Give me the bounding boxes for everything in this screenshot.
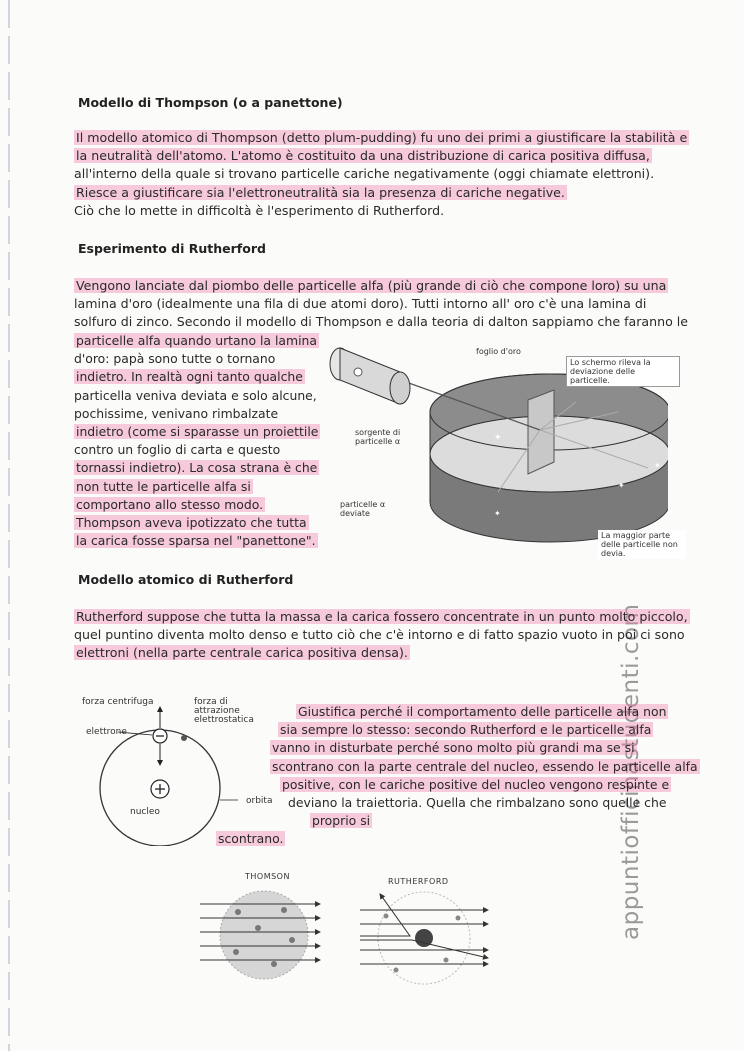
label-orbita: orbita bbox=[246, 796, 273, 806]
paragraph-modello-rutherford bbox=[74, 608, 690, 663]
text-line: quel puntino diventa molto denso e tutto ciò che c'è intorno e di fatto spazio vuoto in poi ci sono bbox=[74, 627, 685, 643]
svg-text:✦: ✦ bbox=[654, 461, 661, 470]
heading-thompson: Modello di Thompson (o a panettone) bbox=[78, 95, 343, 110]
svg-text:✦: ✦ bbox=[494, 433, 502, 443]
label-maggior-parte: La maggior parte delle particelle non devia. bbox=[598, 530, 686, 559]
thomson-vs-rutherford-figure bbox=[196, 880, 496, 990]
text-line: solfuro di zinco. Secondo il modello di Thompson e dalla teoria di dalton sappiamo che faranno le bbox=[74, 314, 689, 330]
label-sorgente: sorgente di particelle α bbox=[355, 428, 401, 446]
text-line: contro un foglio di carta e questo bbox=[74, 442, 281, 458]
text-line: lamina d'oro (idealmente una fila di due atomi doro). Tutti intorno all' oro c'è una lamina di bbox=[74, 296, 647, 312]
text-line: indietro (come si sparasse un proiettile bbox=[76, 424, 319, 440]
text-line: scontrano. bbox=[218, 831, 284, 847]
label-particelle-deviate: particelle α deviate bbox=[340, 500, 386, 518]
text-line: vanno in disturbate perché sono molto più grandi ma se si bbox=[272, 740, 635, 756]
label-forza-centrifuga: forza centrifuga bbox=[82, 697, 154, 707]
label-rutherford: RUTHERFORD bbox=[388, 877, 449, 886]
text-line: particella veniva deviata e solo alcune, bbox=[74, 387, 317, 403]
paragraph-esperimento-narrow bbox=[74, 332, 320, 550]
text-line: Ciò che lo mette in difficoltà è l'esperimento di Rutherford. bbox=[74, 202, 445, 218]
text-line: Rutherford suppose che tutta la massa e la carica fossero concentrate in un punto molto piccolo, bbox=[76, 609, 688, 624]
text-line: scontrano con la parte centrale del nucleo, essendo le particelle alfa bbox=[272, 758, 698, 774]
text-line: Thompson aveva ipotizzato che tutta bbox=[76, 515, 307, 531]
text-line: proprio si bbox=[312, 813, 371, 829]
text-line: non tutte le particelle alfa si bbox=[76, 478, 251, 494]
label-forza-attrazione: forza di attrazione elettrostatica bbox=[194, 697, 254, 725]
text-line: particelle alfa quando urtano la lamina bbox=[76, 333, 317, 348]
label-foglio-oro: foglio d'oro bbox=[476, 347, 521, 356]
text-line: Vengono lanciate dal piombo delle particelle alfa (più grande di ciò che compone loro) su una bbox=[76, 278, 667, 293]
paragraph-esperimento-full bbox=[74, 277, 688, 332]
alpha-source bbox=[330, 348, 410, 404]
text-line: deviano la traiettoria. Quella che rimbalzano sono quelle che bbox=[288, 795, 667, 811]
binder-margin-line bbox=[8, 0, 10, 1051]
text-line: Giustifica perché il comportamento delle particelle alfa non bbox=[298, 704, 667, 719]
text-line: elettroni (nella parte centrale carica positiva densa). bbox=[76, 645, 408, 661]
svg-text:✦: ✦ bbox=[494, 509, 501, 518]
text-line: pochissime, venivano rimbalzate bbox=[74, 405, 279, 421]
label-nucleo: nucleo bbox=[130, 807, 160, 817]
text-line: Il modello atomico di Thompson (detto plum-pudding) fu uno dei primi a giustificare la stabilità e bbox=[76, 130, 688, 145]
text-line: tornassi indietro). La cosa strana è che bbox=[76, 460, 318, 476]
text-line: positive, con le cariche positive del nucleo vengono respinte e bbox=[282, 776, 670, 792]
paragraph-thompson bbox=[74, 129, 689, 220]
text-line: sia sempre lo stesso: secondo Rutherford e le particelle alfa bbox=[280, 722, 652, 738]
text-line: la carica fosse sparsa nel "panettone". bbox=[76, 533, 316, 549]
label-thomson: THOMSON bbox=[245, 872, 290, 881]
paragraph-rutherford-side bbox=[216, 703, 700, 849]
label-elettrone: elettrone bbox=[86, 727, 127, 737]
label-schermo: Lo schermo rileva la deviazione delle particelle. bbox=[566, 356, 680, 387]
text-line: all'interno della quale si trovano particelle cariche negativamente (oggi chiamate elettroni). bbox=[74, 166, 655, 182]
text-line: comportano allo stesso modo. bbox=[76, 496, 264, 512]
heading-modello-rutherford: Modello atomico di Rutherford bbox=[78, 572, 294, 587]
heading-esperimento: Esperimento di Rutherford bbox=[78, 241, 266, 256]
svg-text:✦: ✦ bbox=[618, 481, 625, 490]
text-line: Riesce a giustificare sia l'elettroneutralità sia la presenza di cariche negative. bbox=[76, 184, 565, 200]
text-line: indietro. In realtà ogni tanto qualche bbox=[76, 369, 303, 385]
watermark: appuntiofficinastudenti.com bbox=[618, 603, 644, 940]
text-line: d'oro: papà sono tutte o tornano bbox=[74, 351, 276, 367]
text-line: la neutralità dell'atomo. L'atomo è costituito da una distribuzione di carica positiva diffusa, bbox=[76, 148, 650, 164]
